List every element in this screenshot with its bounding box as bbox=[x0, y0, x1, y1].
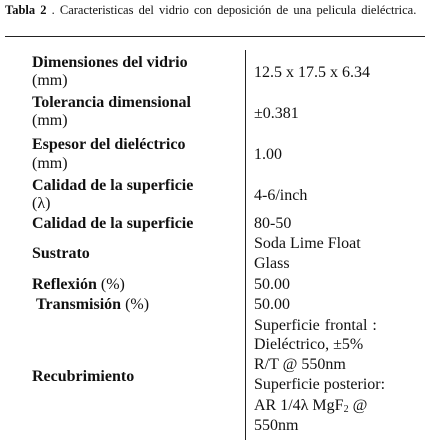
table-number: Tabla 2 bbox=[5, 3, 47, 17]
row-value-coating-line6: 550nm bbox=[254, 417, 299, 434]
row-label-dimensions: Dimensiones del vidrio bbox=[32, 54, 188, 71]
row-value-substrate-line1: Soda Lime Float bbox=[254, 235, 361, 252]
table-caption-text: . Caracteristicas del vidrio con deposición de una pelicula dieléctrica. bbox=[51, 3, 417, 17]
row-value-tolerance: ±0.381 bbox=[254, 105, 299, 122]
row-label-substrate: Sustrato bbox=[32, 245, 90, 262]
row-label-surface-quality-2: Calidad de la superficie bbox=[32, 215, 194, 232]
row-label-coating: Recubrimiento bbox=[32, 368, 135, 385]
row-label-transmission-main: Transmisión bbox=[36, 296, 122, 313]
row-value-coating-line1: Superficie frontal : bbox=[254, 317, 377, 334]
row-value-reflection: 50.00 bbox=[254, 276, 290, 293]
row-unit-thickness: (mm) bbox=[32, 155, 68, 172]
row-value-substrate-line2: Glass bbox=[254, 255, 290, 272]
row-value-thickness: 1.00 bbox=[254, 146, 282, 163]
table-caption bbox=[5, 3, 425, 17]
coating-ar-subscript: 2 bbox=[343, 404, 349, 415]
row-value-coating-line5 bbox=[254, 397, 424, 415]
row-value-dimensions: 12.5 x 17.5 x 6.34 bbox=[254, 64, 370, 81]
row-unit-surface-quality-1: (λ) bbox=[32, 195, 51, 212]
row-value-coating-line4: Superficie posterior: bbox=[254, 376, 386, 393]
row-unit-tolerance: (mm) bbox=[32, 112, 68, 129]
row-label-reflection-main: Reflexión bbox=[32, 276, 97, 293]
row-value-transmission: 50.00 bbox=[254, 296, 290, 313]
row-unit-reflection: (%) bbox=[100, 276, 125, 293]
row-value-surface-quality-1: 4-6/inch bbox=[254, 187, 308, 204]
coating-ar-suffix: @ bbox=[348, 397, 368, 414]
row-unit-transmission: (%) bbox=[125, 296, 150, 313]
row-label-tolerance: Tolerancia dimensional bbox=[32, 94, 191, 111]
row-label-reflection bbox=[32, 276, 240, 294]
table-top-rule bbox=[5, 36, 425, 37]
row-label-transmission bbox=[36, 296, 244, 314]
row-value-coating-line3: R/T @ 550nm bbox=[254, 356, 346, 373]
row-label-surface-quality-1: Calidad de la superficie bbox=[32, 177, 194, 194]
row-value-surface-quality-2: 80-50 bbox=[254, 215, 292, 232]
row-unit-dimensions: (mm) bbox=[32, 72, 68, 89]
row-label-thickness: Espesor del dieléctrico bbox=[32, 136, 186, 153]
column-divider bbox=[245, 50, 246, 440]
row-value-coating-line2: Dieléctrico, ±5% bbox=[254, 336, 364, 353]
coating-ar-prefix: AR 1/4λ MgF bbox=[254, 397, 344, 414]
